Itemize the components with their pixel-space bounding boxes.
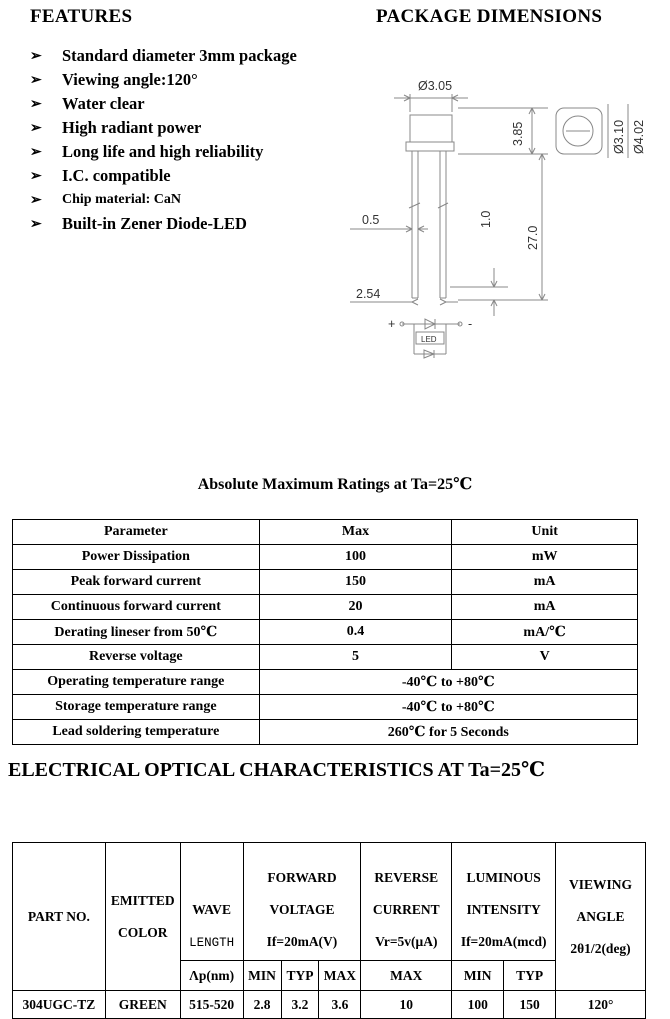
led-body-outline (410, 115, 452, 142)
arrow-bullet-icon: ➢ (30, 96, 42, 112)
feature-item: ➢ Water clear (30, 94, 145, 113)
table-row: Storage temperature range -40℃ to +80℃ (13, 695, 638, 720)
table-row: Operating temperature range -40℃ to +80℃ (13, 670, 638, 695)
led-flange (406, 142, 454, 151)
table-row: Reverse voltage 5 V (13, 645, 638, 670)
table-row: 304UGC-TZ GREEN 515-520 2.8 3.2 3.6 10 100 150 120° (13, 991, 646, 1019)
table-header-row: Parameter Max Unit (13, 520, 638, 545)
table-row: Power Dissipation 100 mW (13, 545, 638, 570)
feature-item: ➢ I.C. compatible (30, 166, 171, 185)
dim-top-diameter: Ø3.05 (418, 79, 453, 93)
dim-inner-diameter: Ø3.10 (612, 119, 626, 154)
arrow-bullet-icon: ➢ (30, 120, 42, 136)
feature-item: ➢ High radiant power (30, 118, 202, 137)
absolute-maximum-ratings-table (12, 519, 638, 745)
arrow-bullet-icon: ➢ (30, 216, 42, 232)
dim-outer-diameter: Ø4.02 (632, 119, 646, 154)
package-dimensions-title: PACKAGE DIMENSIONS (376, 6, 603, 27)
dim-flange-height: 1.0 (479, 210, 493, 228)
feature-item: ➢ Chip material: CaN (30, 192, 181, 208)
electrical-optical-characteristics-table (12, 842, 646, 1019)
table-row: Continuous forward current 20 mA (13, 595, 638, 620)
schematic-plus: + (388, 317, 396, 331)
package-dimensions-drawing (340, 68, 670, 368)
arrow-bullet-icon: ➢ (30, 192, 42, 208)
features-list (30, 44, 297, 236)
schematic-led-label: LED (421, 335, 437, 344)
feature-item: ➢ Standard diameter 3mm package (30, 46, 297, 65)
arrow-bullet-icon: ➢ (30, 48, 42, 64)
dim-lead-width: 0.5 (362, 213, 380, 227)
table-header-row: PART NO. EMITTED COLOR WAVE LENGTH FORWARD VOLTAGE If=20mA(V) REVERSE CURRENT Vr=5v(μA) LUMINOUS INTENSITY If=20mA(mcd) VIEWING ANGLE 2θ1/2(deg) (13, 843, 646, 961)
arrow-bullet-icon: ➢ (30, 168, 42, 184)
feature-item: ➢ Long life and high reliability (30, 142, 264, 161)
part-no-header: PART NO. (27, 908, 90, 924)
table-row: Lead soldering temperature 260℃ for 5 Seconds (13, 720, 638, 745)
electrical-optical-characteristics-title: ELECTRICAL OPTICAL CHARACTERISTICS AT Ta=25℃ (8, 759, 546, 781)
dim-lead-length: 27.0 (526, 225, 540, 250)
arrow-bullet-icon: ➢ (30, 144, 42, 160)
schematic-minus: - (468, 317, 473, 331)
table-row: Peak forward current 150 mA (13, 570, 638, 595)
feature-item: ➢ Built-in Zener Diode-LED (30, 214, 247, 233)
table-row: Derating lineser from 50℃ 0.4 mA/℃ (13, 620, 638, 645)
features-title: FEATURES (30, 6, 133, 27)
dim-body-height: 3.85 (511, 121, 525, 146)
table-subheader-row: Λp(nm) MIN TYP MAX MAX MIN TYP (13, 961, 646, 991)
dim-pitch: 2.54 (356, 287, 381, 301)
absolute-maximum-ratings-title: Absolute Maximum Ratings at Ta=25℃ (197, 476, 473, 493)
arrow-bullet-icon: ➢ (30, 72, 42, 88)
feature-item: ➢ Viewing angle:120° (30, 70, 198, 89)
